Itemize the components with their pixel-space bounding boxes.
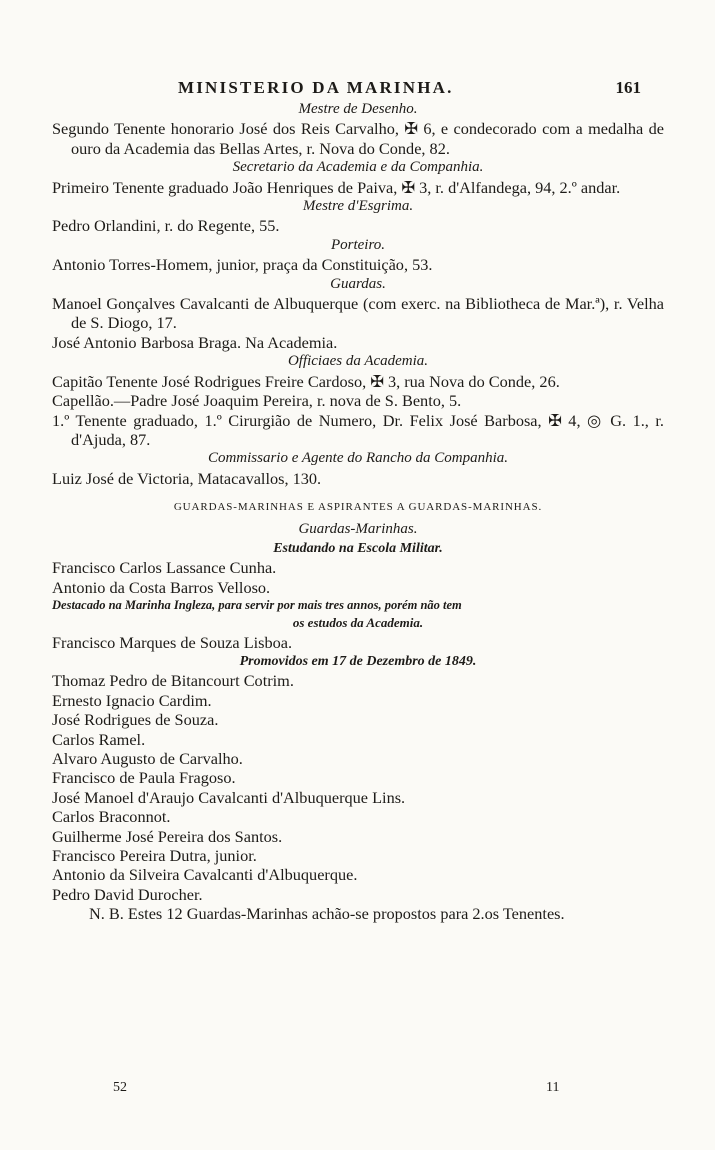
section-subheading: Commissario e Agente do Rancho da Companhia. — [207, 450, 509, 467]
entry-paragraph: José Manoel d'Araujo Cavalcanti d'Albuquerque Lins. — [52, 787, 406, 807]
section-subheading: Officiaes da Academia. — [287, 353, 429, 370]
entry-paragraph: Francisco Pereira Dutra, junior. — [52, 846, 257, 866]
section-subheading: Porteiro. — [330, 236, 386, 253]
entry-paragraph: Antonio Torres-Homem, junior, praça da Constituição, 53. — [52, 255, 433, 275]
entry-paragraph: Francisco Marques de Souza Lisboa. — [52, 632, 293, 652]
entry-paragraph: Guilherme José Pereira dos Santos. — [52, 826, 283, 846]
entry-paragraph: Pedro Orlandini, r. do Regente, 55. — [52, 216, 280, 236]
entry-paragraph: José Rodrigues de Souza. — [52, 710, 219, 730]
section-subheading: Mestre de Desenho. — [298, 101, 418, 117]
entry-paragraph: José Antonio Barbosa Braga. Na Academia. — [52, 332, 338, 352]
section-subheading: Guardas-Marinhas. — [298, 520, 418, 537]
page-number: 161 — [615, 78, 641, 97]
section-subheading-bold: Promovidos em 17 de Dezembro de 1849. — [239, 653, 477, 669]
entry-paragraph: Antonio da Costa Barros Velloso. — [52, 577, 271, 597]
note-line: os estudos da Academia. — [292, 615, 424, 631]
section-heading: GUARDAS-MARINHAS E ASPIRANTES A GUARDAS-MARINHAS. — [173, 501, 543, 514]
entry-paragraph: Thomaz Pedro de Bitancourt Cotrim. — [52, 671, 294, 691]
entry-paragraph: Capellão.—Padre José Joaquim Pereira, r. nova de S. Bento, 5. — [52, 391, 462, 411]
section-subheading: Secretario da Academia e da Companhia. — [232, 159, 484, 176]
section-subheading: Guardas. — [330, 275, 386, 292]
entry-paragraph: Francisco de Paula Fragoso. — [52, 768, 236, 788]
entry-paragraph: Francisco Carlos Lassance Cunha. — [52, 558, 277, 578]
entry-paragraph: Capitão Tenente José Rodrigues Freire Cardoso, ✠ 3, rua Nova do Conde, 26. — [52, 371, 560, 391]
nota-bene: N. B. Estes 12 Guardas-Marinhas achão-se propostos para 2.os Tenentes. — [89, 904, 565, 924]
entry-paragraph: Pedro David Durocher. — [52, 884, 203, 904]
entry-paragraph: Luiz José de Victoria, Matacavallos, 130. — [52, 468, 322, 488]
entry-paragraph: Segundo Tenente honorario José dos Reis Carvalho, ✠ 6, e condecorado com a medalha de ouro da Academia das Bellas Artes, r. Nova do Conde, 82. — [52, 119, 664, 158]
entry-paragraph: Manoel Gonçalves Cavalcanti de Albuquerque (com exerc. na Bibliotheca de Mar.ª), r. Velha de S. Diogo, 17. — [52, 294, 664, 333]
signature-mark-left: 52 — [113, 1080, 127, 1095]
entry-paragraph: Primeiro Tenente graduado João Henriques de Paiva, ✠ 3, r. d'Alfandega, 94, 2.º andar. — [52, 177, 621, 197]
signature-mark-right: 11 — [546, 1080, 560, 1095]
running-title: MINISTERIO DA MARINHA. — [178, 78, 454, 97]
note-line: Destacado na Marinha Ingleza, para servir por mais tres annos, porém não tem — [52, 598, 462, 613]
entry-paragraph: Alvaro Augusto de Carvalho. — [52, 749, 243, 768]
page-header — [0, 78, 715, 102]
page-body — [52, 100, 664, 924]
entry-paragraph: Antonio da Silveira Cavalcanti d'Albuquerque. — [52, 865, 358, 885]
entry-paragraph: 1.º Tenente graduado, 1.º Cirurgião de Numero, Dr. Felix José Barbosa, ✠ 4, ◎ G. 1., r. d'Ajuda, 87. — [52, 410, 664, 449]
section-subheading-bold: Estudando na Escola Militar. — [273, 540, 443, 556]
entry-paragraph: Carlos Braconnot. — [52, 807, 171, 827]
section-subheading: Mestre d'Esgrima. — [302, 198, 414, 215]
entry-paragraph: Carlos Ramel. — [52, 729, 146, 749]
entry-paragraph: Ernesto Ignacio Cardim. — [52, 690, 212, 710]
